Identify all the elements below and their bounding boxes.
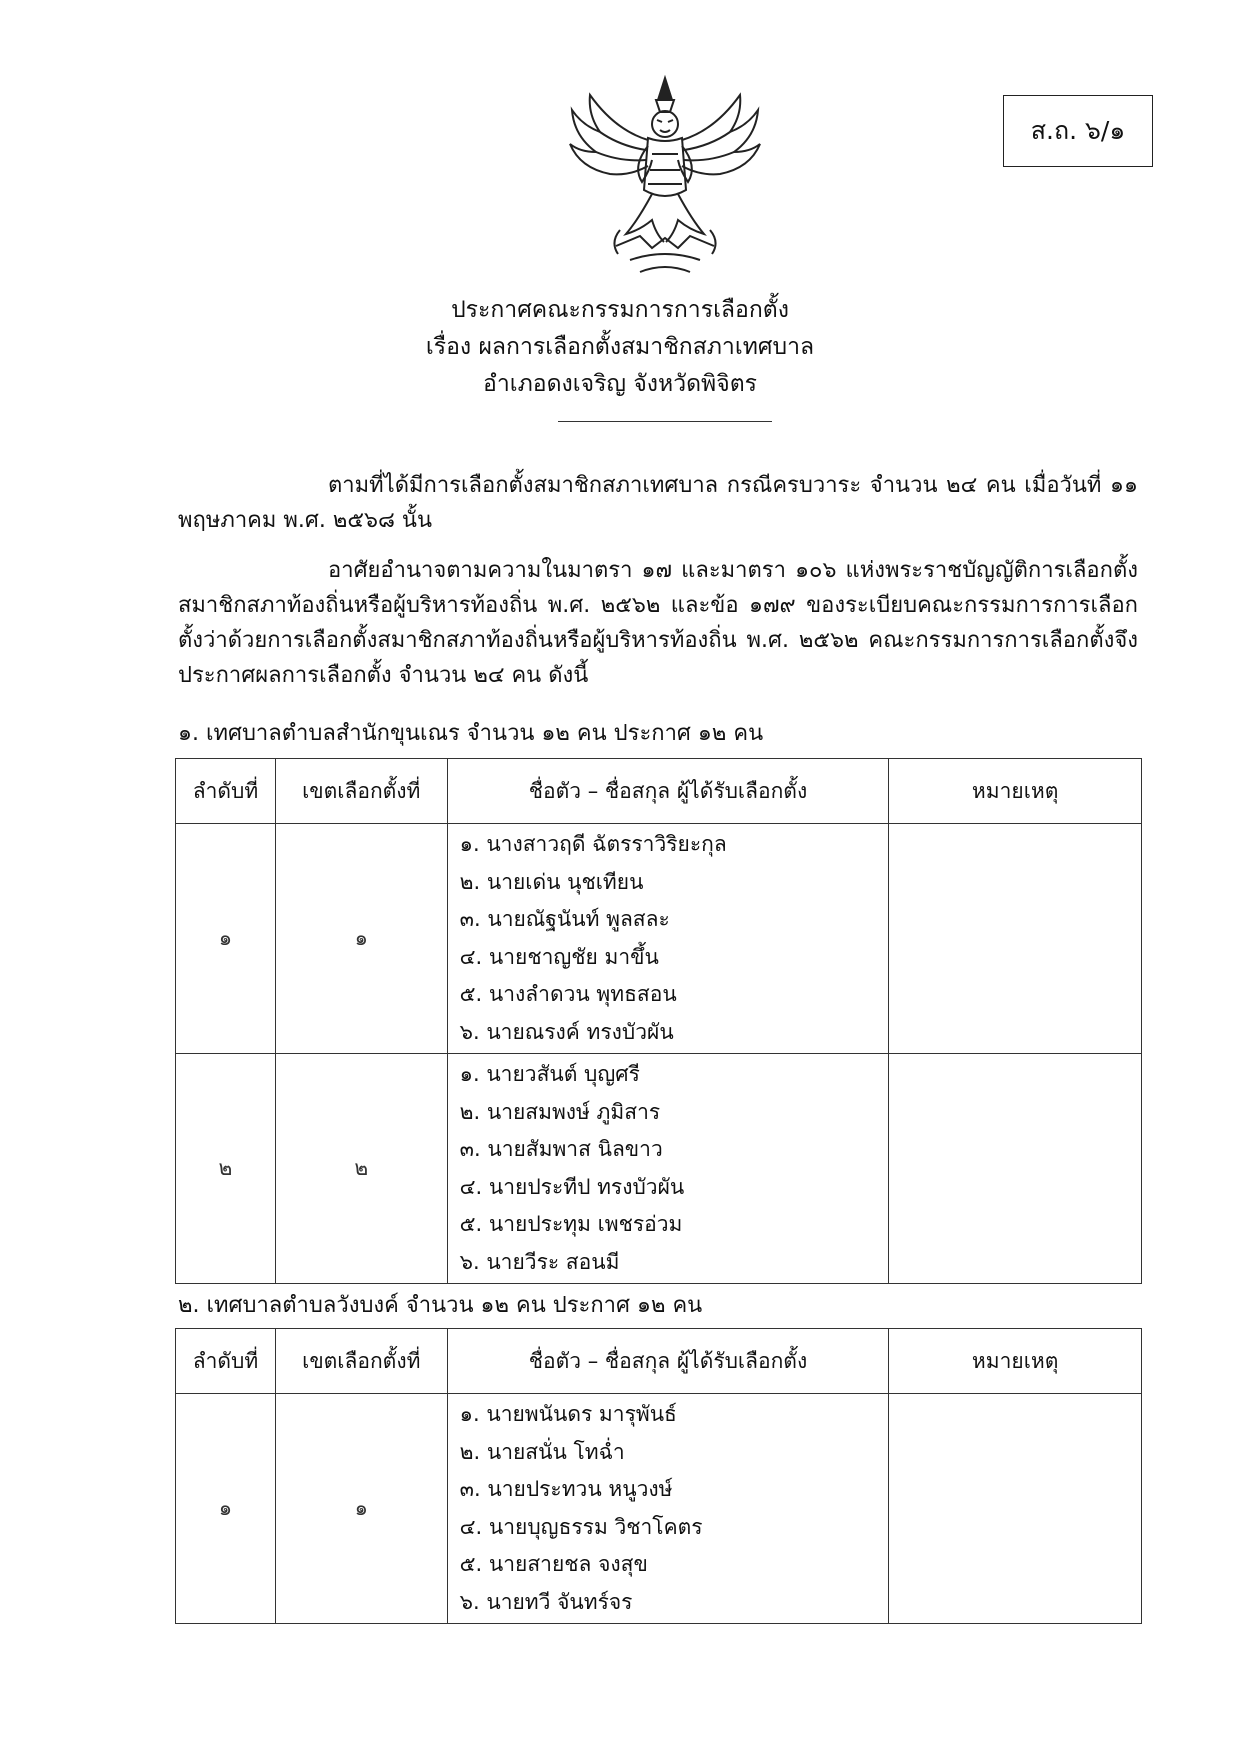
elected-name: ๒. นายสมพงษ์ ภูมิสาร [459,1099,661,1124]
elected-name: ๔. นายชาญชัย มาขึ้น [459,944,659,969]
column-header-name: ชื่อตัว – ชื่อสกุล ผู้ได้รับเลือกตั้ง [447,1329,889,1394]
results-table [175,1328,1142,1624]
announcement-location: อำเภอดงเจริญ จังหวัดพิจิตร [483,371,757,397]
table-row [176,824,1142,1054]
elected-name: ๑. นายพนันดร มารุพันธ์ [459,1402,677,1426]
paragraph-legal-authority [178,553,1138,693]
remark-cell [889,824,1142,1054]
column-header-order: ลำดับที่ [176,1329,276,1394]
column-header-remark: หมายเหตุ [889,759,1142,824]
paragraph-1-text: ตามที่ได้มีการเลือกตั้งสมาชิกสภาเทศบาล กรณีครบวาระ จำนวน ๒๔ คน เมื่อวันที่ ๑๑ พฤษภาคม พ.ศ. ๒๕๖๘ นั้น [178,473,1138,533]
column-header-remark: หมายเหตุ [889,1329,1142,1394]
column-header-district: เขตเลือกตั้งที่ [275,759,447,824]
announcement-title: ประกาศคณะกรรมการการเลือกตั้ง [451,297,789,323]
section-title: ๑. เทศบาลตำบลสำนักขุนเณร จำนวน ๑๒ คน ประกาศ ๑๒ คน [178,721,764,746]
names-cell [447,1394,889,1624]
order-cell: ๑ [176,824,276,1054]
paragraph-2-text: อาศัยอำนาจตามความในมาตรา ๑๗ และมาตรา ๑๐๖ แห่งพระราชบัญญัติการเลือกตั้งสมาชิกสภาท้องถิ่นหรือผู้บริหารท้องถิ่น พ.ศ. ๒๕๖๒ และข้อ ๑๗๙ ของระเบียบคณะกรรมการการเลือกตั้งว่าด้วยการเลือกตั้งสมาชิกสภาท้องถิ่นหรือผู้บริหารท้องถิ่น พ.ศ. ๒๕๖๒ คณะกรรมการการเลือกตั้งจึงประกาศผลการเลือกตั้ง จำนวน ๒๔ คน ดังนี้ [178,558,1138,688]
section-title: ๒. เทศบาลตำบลวังบงค์ จำนวน ๑๒ คน ประกาศ ๑๒ คน [178,1293,703,1318]
table-header-row [176,1329,1142,1394]
column-header-order: ลำดับที่ [176,759,276,824]
announcement-subject: เรื่อง ผลการเลือกตั้งสมาชิกสภาเทศบาล [425,334,815,360]
elected-name: ๖. นายณรงค์ ทรงบัวผัน [459,1019,674,1044]
elected-name: ๔. นายบุญธรรม วิชาโคตร [459,1514,703,1539]
paragraph-election-held [178,468,1138,538]
announcement-header [0,292,1240,403]
order-cell: ๑ [176,1394,276,1624]
elected-name: ๑. นายวสันต์ บุญศรี [459,1062,640,1086]
district-cell: ๑ [275,1394,447,1624]
elected-name: ๓. นายณัฐนันท์ พูลสละ [459,907,670,931]
names-cell [447,1054,889,1284]
results-table [175,758,1142,1284]
district-cell: ๑ [275,824,447,1054]
elected-name: ๔. นายประทีป ทรงบัวผัน [459,1174,685,1199]
table-row [176,1054,1142,1284]
header-divider [558,421,772,422]
form-code-box [1003,95,1153,167]
district-cell: ๒ [275,1054,447,1284]
elected-name: ๕. นางลำดวน พุทธสอน [459,982,677,1006]
elected-name: ๑. นางสาวฤดี ฉัตรราวิริยะกุล [459,832,727,856]
elected-name: ๖. นายวีระ สอนมี [459,1249,620,1274]
elected-name: ๕. นายประทุม เพชรอ่วม [459,1212,683,1236]
garuda-emblem-icon [560,70,770,280]
table-row [176,1394,1142,1624]
elected-name: ๓. นายประทวน หนูวงษ์ [459,1477,673,1501]
column-header-district: เขตเลือกตั้งที่ [275,1329,447,1394]
elected-name: ๖. นายทวี จันทร์จร [459,1589,633,1614]
names-cell [447,824,889,1054]
remark-cell [889,1394,1142,1624]
elected-name: ๒. นายสนั่น โทฉ่ำ [459,1439,625,1464]
form-code: ส.ถ. ๖/๑ [1030,116,1126,145]
remark-cell [889,1054,1142,1284]
order-cell: ๒ [176,1054,276,1284]
column-header-name: ชื่อตัว – ชื่อสกุล ผู้ได้รับเลือกตั้ง [447,759,889,824]
table-header-row [176,759,1142,824]
elected-name: ๓. นายสัมพาส นิลขาว [459,1137,663,1161]
elected-name: ๒. นายเด่น นุชเทียน [459,869,644,894]
elected-name: ๕. นายสายชล จงสุข [459,1552,648,1576]
